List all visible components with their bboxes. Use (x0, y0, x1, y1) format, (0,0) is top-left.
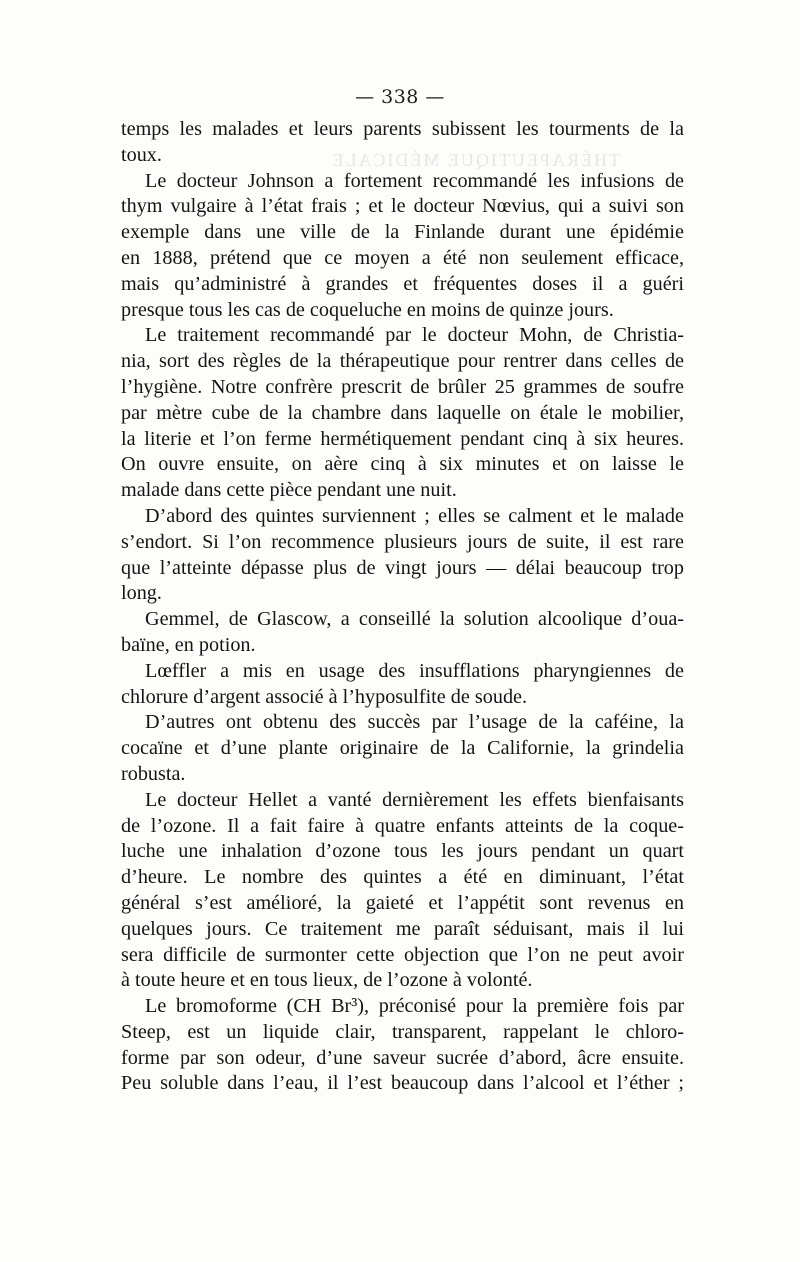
text-line: presque tous les cas de coqueluche en moins de quinze jours. (121, 298, 614, 321)
text-line: Le docteur Hellet a vanté dernièrement les effets bienfaisants (145, 788, 684, 811)
text-line: On ouvre ensuite, on aère cinq à six minutes et on laisse le (121, 453, 684, 476)
text-line: cocaïne et d’une plante originaire de la Californie, la grindelia (121, 737, 684, 760)
text-line: mais qu’administré à grandes et fréquentes doses il a guéri (121, 272, 684, 295)
text-line: Le docteur Johnson a fortement recommandé les infusions de (145, 169, 684, 192)
text-line: la literie et l’on ferme hermétiquement pendant cinq à six heures. (121, 427, 684, 450)
text-line: malade dans cette pièce pendant une nuit. (121, 479, 457, 502)
text-line: par mètre cube de la chambre dans laquelle on étale le mobilier, (121, 401, 684, 424)
bleed-through-text: THÉRAPEUTIQUE MÉDICALE (330, 150, 620, 170)
text-line: général s’est amélioré, la gaieté et l’appétit sont revenus en (121, 891, 684, 914)
text-line: baïne, en potion. (121, 633, 256, 656)
text-line: Peu soluble dans l’eau, il l’est beaucoup dans l’alcool et l’éther ; (121, 1072, 684, 1095)
text-line: sera difficile de surmonter cette objection que l’on ne peut avoir (121, 943, 684, 966)
text-line: l’hygiène. Notre confrère prescrit de brûler 25 grammes de soufre (121, 375, 684, 398)
text-line: Le traitement recommandé par le docteur Mohn, de Christia- (145, 324, 684, 347)
text-line: Steep, est un liquide clair, transparent, rappelant le chloro- (121, 1020, 684, 1043)
page-number: — 338 — (355, 86, 445, 108)
text-line: exemple dans une ville de la Finlande durant une épidémie (121, 221, 684, 244)
text-line: à toute heure et en tous lieux, de l’ozone à volonté. (121, 969, 533, 992)
text-line: Lœffler a mis en usage des insufflations pharyngiennes de (145, 659, 684, 682)
text-line: D’abord des quintes surviennent ; elles se calment et le malade (145, 504, 684, 527)
text-line: que l’atteinte dépasse plus de vingt jours — délai beaucoup trop (121, 556, 684, 579)
text-line: robusta. (121, 762, 186, 785)
text-line: chlorure d’argent associé à l’hyposulfite de soude. (121, 685, 528, 708)
text-line: de l’ozone. Il a fait faire à quatre enfants atteints de la coque- (121, 814, 684, 837)
text-line: Gemmel, de Glascow, a conseillé la solution alcoolique d’oua- (145, 608, 684, 631)
text-line: s’endort. Si l’on recommence plusieurs jours de suite, il est rare (121, 530, 684, 553)
text-line: D’autres ont obtenu des succès par l’usage de la caféine, la (145, 711, 684, 734)
text-line: d’heure. Le nombre des quintes a été en diminuant, l’état (121, 866, 684, 889)
text-line: forme par son odeur, d’une saveur sucrée d’abord, âcre ensuite. (121, 1046, 684, 1069)
text-line: temps les malades et leurs parents subissent les tourments de la (121, 118, 684, 140)
text-line: nia, sort des règles de la thérapeutique pour rentrer dans celles de (121, 350, 684, 373)
body-text (121, 117, 684, 1097)
text-line: luche une inhalation d’ozone tous les jours pendant un quart (121, 840, 684, 863)
text-line: quelques jours. Ce traitement me paraît séduisant, mais il lui (121, 917, 684, 940)
text-line: Le bromoforme (CH Br³), préconisé pour la première fois par (145, 995, 684, 1018)
text-line: long. (121, 582, 162, 605)
text-line: toux. (121, 143, 162, 166)
text-line: en 1888, prétend que ce moyen a été non seulement efficace, (121, 246, 684, 269)
text-line: thym vulgaire à l’état frais ; et le docteur Nœvius, qui a suivi son (121, 195, 684, 218)
